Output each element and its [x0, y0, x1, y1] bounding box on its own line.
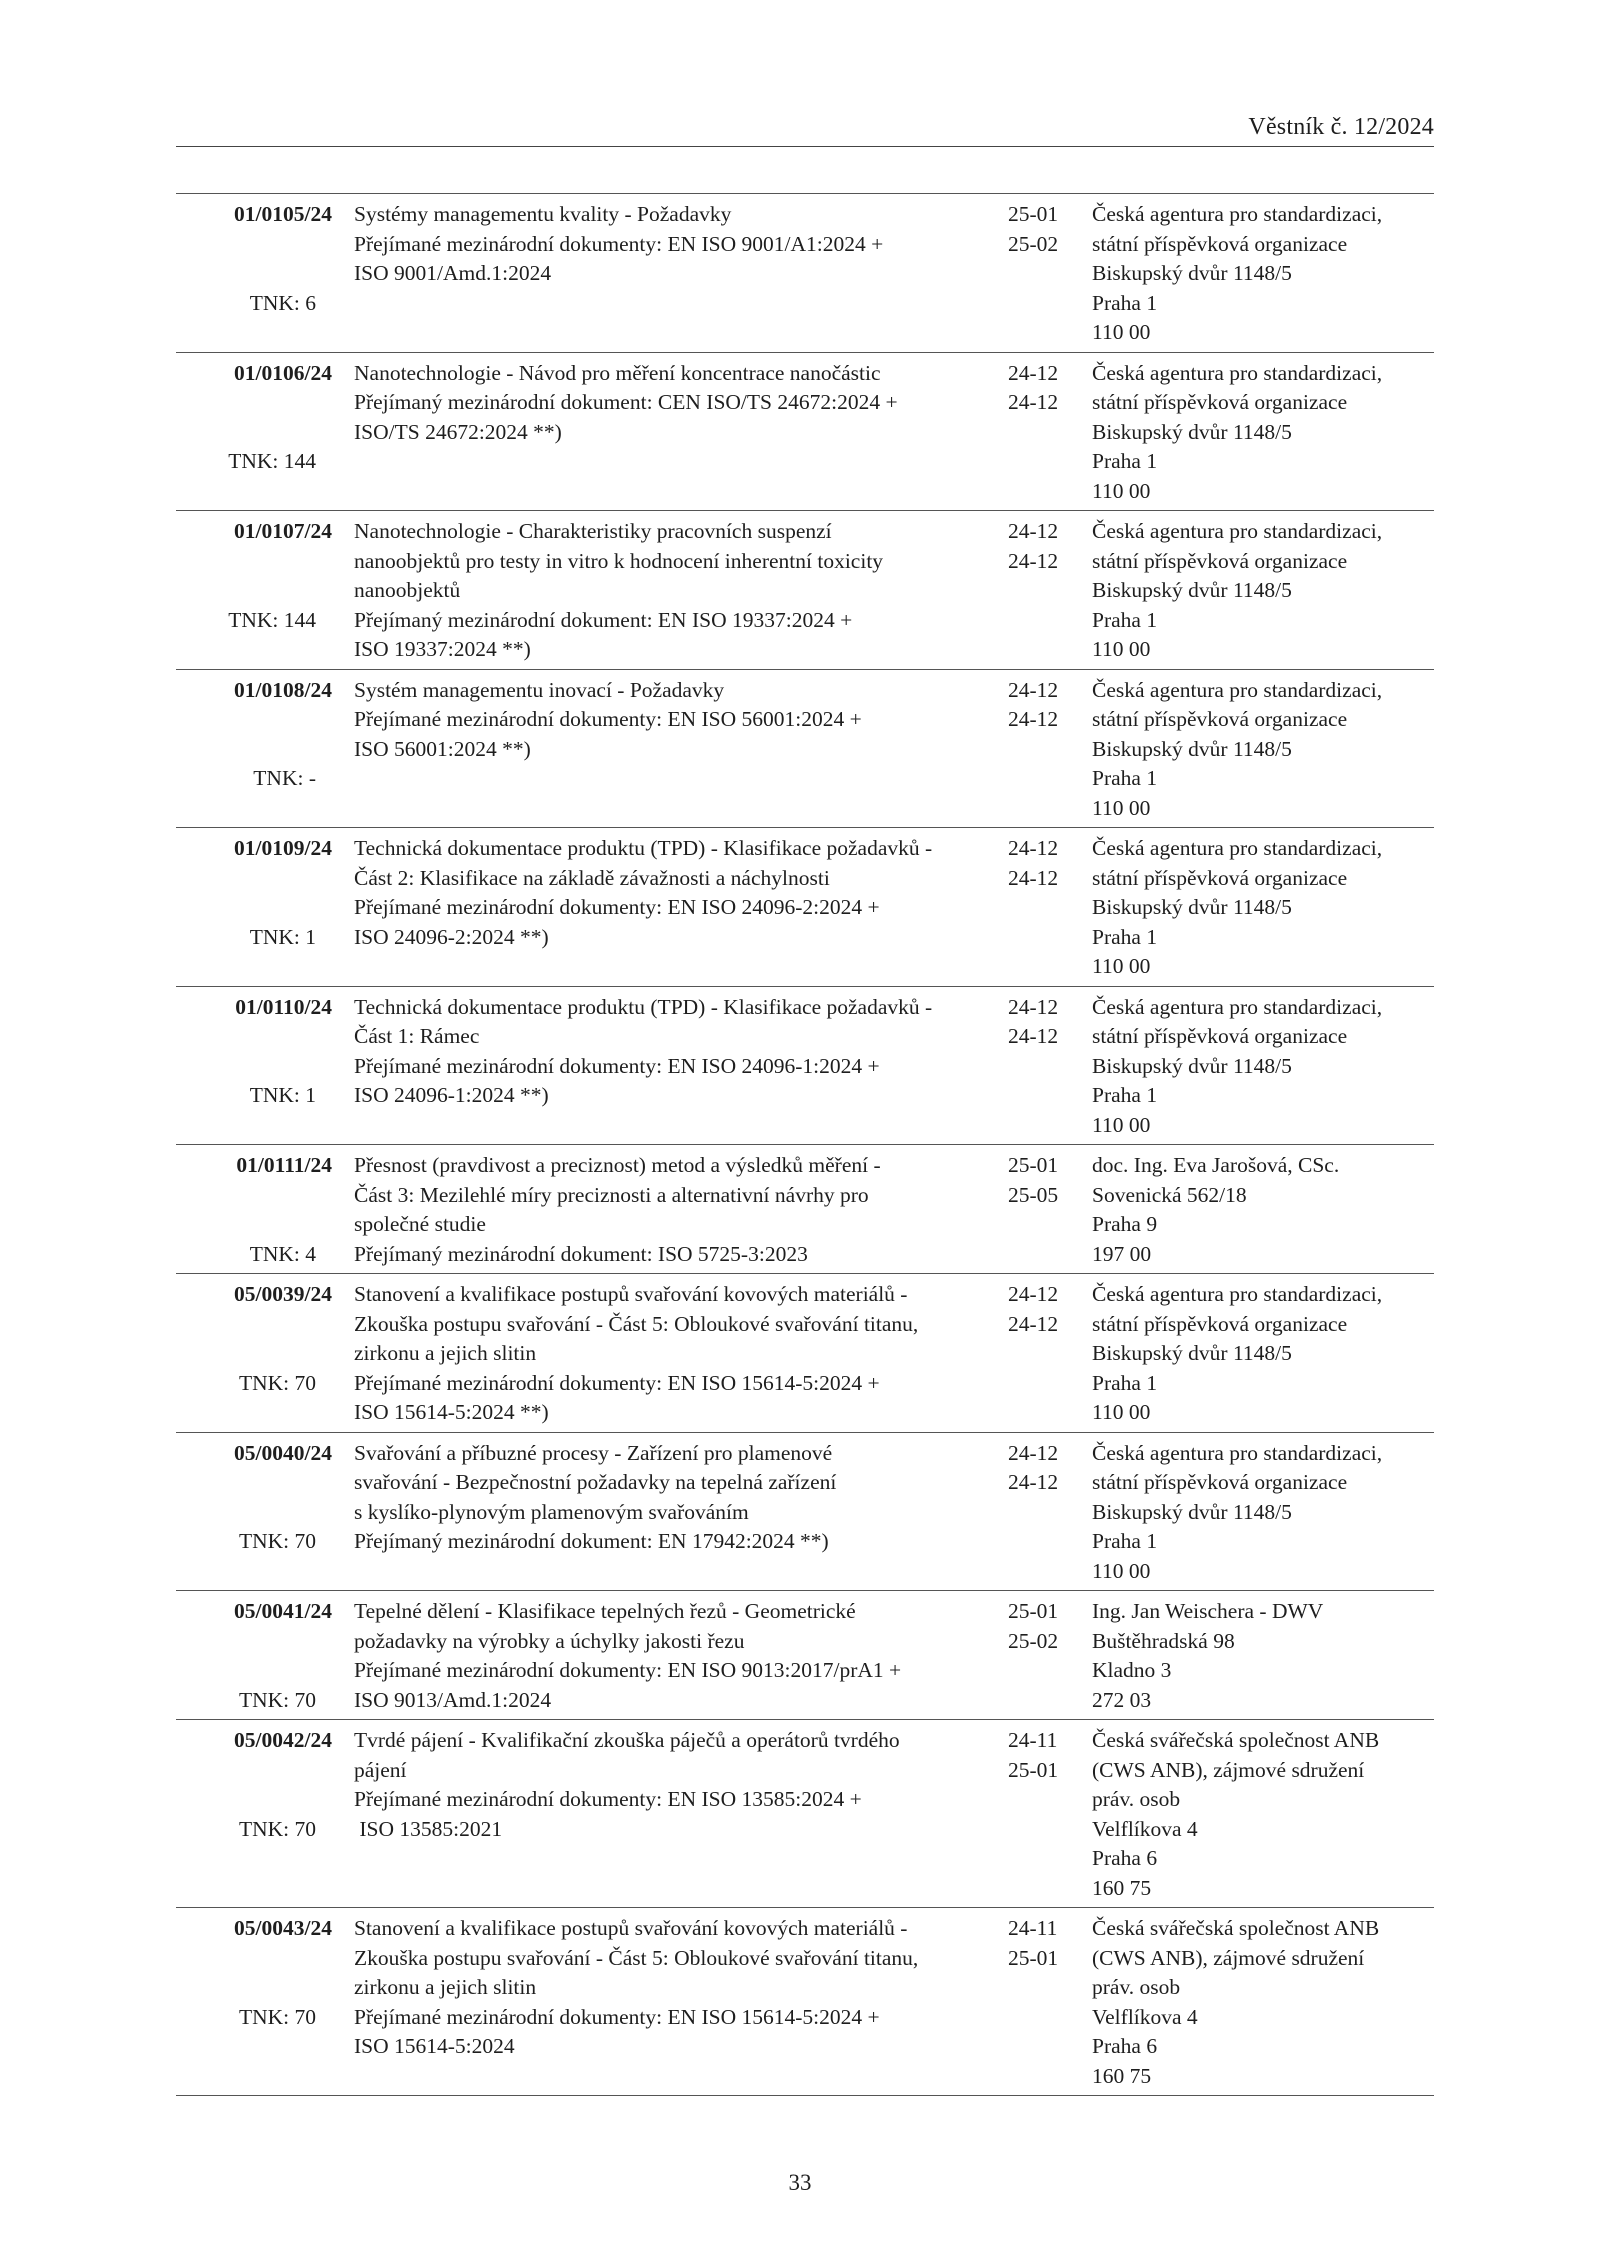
title-line: ISO/TS 24672:2024 **): [354, 419, 562, 444]
date-value: 24-12: [1008, 865, 1059, 890]
address-line: Velflíkova 4: [1092, 1816, 1198, 1841]
table-row: [176, 1144, 1434, 1273]
table-row: [176, 510, 1434, 669]
address-line: 110 00: [1092, 954, 1151, 978]
title-line: ISO 24096-1:2024 **): [354, 1083, 549, 1107]
title-line: Přejímané mezinárodní dokumenty: EN ISO 24096-2:2024 +: [354, 895, 880, 919]
processor-address-cell: [1074, 359, 1434, 507]
date-value: 25-02: [1008, 1628, 1059, 1653]
address-line: státní příspěvková organizace: [1092, 865, 1348, 890]
standard-number: 01/0108/24: [234, 677, 332, 702]
processor-address-cell: [1074, 676, 1434, 824]
date-cell: [1000, 1726, 1074, 1903]
processor-address-cell: [1074, 1726, 1434, 1903]
table-row: [176, 194, 1434, 352]
row-identifier-cell: [176, 1280, 336, 1428]
title-line: Přesnost (pravdivost a preciznost) metod a výsledků měření -: [354, 1153, 881, 1177]
standard-title-cell: [336, 1280, 1000, 1428]
address-line: Biskupský dvůr 1148/5: [1092, 1499, 1292, 1524]
address-line: Biskupský dvůr 1148/5: [1092, 419, 1292, 444]
address-line: Česká svářečská společnost ANB: [1092, 1916, 1380, 1940]
address-line: 110 00: [1092, 320, 1151, 344]
title-line: Systém managementu inovací - Požadavky: [354, 677, 725, 702]
address-line: Česká agentura pro standardizaci,: [1092, 360, 1383, 385]
title-line: Tvrdé pájení - Kvalifikační zkouška páječů a operátorů tvrdého: [354, 1728, 900, 1752]
date-cell: [1000, 1439, 1074, 1587]
date-value: 25-01: [1008, 1599, 1059, 1623]
address-line: Praha 9: [1092, 1212, 1158, 1236]
row-identifier-cell: [176, 1151, 336, 1269]
address-line: 272 03: [1092, 1687, 1152, 1712]
address-line: Praha 6: [1092, 2034, 1158, 2058]
title-line: Část 3: Mezilehlé míry preciznosti a alternativní návrhy pro: [354, 1182, 869, 1207]
title-line: Přejímané mezinárodní dokumenty: EN ISO 15614-5:2024 +: [354, 1370, 880, 1395]
row-identifier-cell: [176, 1914, 336, 2091]
row-identifier-cell: [176, 1439, 336, 1587]
date-value: 24-11: [1008, 1916, 1058, 1940]
page-number: 33: [788, 2170, 812, 2195]
table-row: [176, 669, 1434, 828]
processor-address-cell: [1074, 993, 1434, 1141]
standard-number: 05/0040/24: [234, 1440, 332, 1465]
standard-number: 05/0042/24: [234, 1728, 332, 1752]
title-line: Přejímané mezinárodní dokumenty: EN ISO 56001:2024 +: [354, 707, 862, 731]
processor-address-cell: [1074, 517, 1434, 665]
title-line: požadavky na výrobky a úchylky jakosti řezu: [354, 1628, 745, 1653]
tnk-label: TNK: 70: [238, 1370, 316, 1395]
title-line: společné studie: [354, 1212, 486, 1236]
standard-title-cell: [336, 200, 1000, 348]
address-line: Biskupský dvůr 1148/5: [1092, 895, 1292, 919]
date-cell: [1000, 1280, 1074, 1428]
title-line: ISO 9001/Amd.1:2024: [354, 261, 552, 285]
address-line: (CWS ANB), zájmové sdružení: [1092, 1945, 1365, 1970]
standard-title-cell: [336, 359, 1000, 507]
address-line: Ing. Jan Weischera - DWV: [1092, 1599, 1324, 1623]
title-line: ISO 19337:2024 **): [354, 637, 531, 661]
tnk-label: TNK: 4: [249, 1241, 316, 1266]
title-line: ISO 9013/Amd.1:2024: [354, 1687, 552, 1712]
tnk-label: TNK: 70: [238, 1816, 316, 1841]
title-line: Přejímaný mezinárodní dokument: EN 17942:2024 **): [354, 1529, 829, 1553]
date-value: 25-01: [1008, 1945, 1059, 1970]
title-line: Stanovení a kvalifikace postupů svařování kovových materiálů -: [354, 1282, 908, 1306]
standard-title-cell: [336, 834, 1000, 982]
bulletin-title: Věstník č. 12/2024: [1248, 114, 1434, 140]
address-line: Česká agentura pro standardizaci,: [1092, 677, 1383, 702]
address-line: Praha 1: [1092, 1083, 1158, 1107]
table-row: [176, 1432, 1434, 1591]
title-line: ISO 13585:2021: [354, 1816, 503, 1841]
table-row: [176, 1273, 1434, 1432]
address-line: 110 00: [1092, 1112, 1151, 1137]
standard-title-cell: [336, 1914, 1000, 2091]
address-line: 160 75: [1092, 2063, 1152, 2088]
standards-table: [176, 193, 1434, 2096]
title-line: Přejímané mezinárodní dokumenty: EN ISO 13585:2024 +: [354, 1787, 862, 1811]
date-cell: [1000, 200, 1074, 348]
title-line: Část 2: Klasifikace na základě závažnosti a náchylnosti: [354, 865, 830, 890]
address-line: státní příspěvková organizace: [1092, 231, 1348, 256]
row-identifier-cell: [176, 359, 336, 507]
date-value: 24-12: [1008, 677, 1059, 702]
title-line: nanoobjektů: [354, 578, 461, 602]
date-value: 24-12: [1008, 994, 1059, 1019]
title-line: svařování - Bezpečnostní požadavky na tepelná zařízení: [354, 1470, 837, 1494]
address-line: Biskupský dvůr 1148/5: [1092, 1341, 1292, 1365]
title-line: Přejímané mezinárodní dokumenty: EN ISO 9013:2017/prA1 +: [354, 1658, 902, 1682]
title-line: Tepelné dělení - Klasifikace tepelných řezů - Geometrické: [354, 1599, 856, 1623]
address-line: státní příspěvková organizace: [1092, 548, 1348, 573]
standard-number: 01/0106/24: [234, 360, 332, 385]
page-header: [176, 108, 1434, 147]
address-line: (CWS ANB), zájmové sdružení: [1092, 1757, 1365, 1782]
row-identifier-cell: [176, 1597, 336, 1715]
row-identifier-cell: [176, 1726, 336, 1903]
table-row: [176, 986, 1434, 1145]
title-line: zirkonu a jejich slitin: [354, 1975, 537, 1999]
title-line: Přejímané mezinárodní dokumenty: EN ISO 9001/A1:2024 +: [354, 231, 884, 256]
tnk-label: TNK: 70: [238, 1687, 316, 1712]
row-identifier-cell: [176, 676, 336, 824]
date-value: 25-01: [1008, 1153, 1059, 1177]
date-value: 24-12: [1008, 519, 1059, 543]
date-cell: [1000, 1914, 1074, 2091]
title-line: Přejímané mezinárodní dokumenty: EN ISO 15614-5:2024 +: [354, 2004, 880, 2029]
title-line: ISO 56001:2024 **): [354, 736, 531, 761]
table-row: [176, 1719, 1434, 1907]
tnk-label: TNK: -: [253, 766, 316, 790]
address-line: Biskupský dvůr 1148/5: [1092, 1053, 1292, 1078]
title-line: Přejímaný mezinárodní dokument: ISO 5725-3:2023: [354, 1241, 808, 1266]
processor-address-cell: [1074, 1597, 1434, 1715]
address-line: 160 75: [1092, 1875, 1152, 1900]
address-line: 110 00: [1092, 637, 1151, 661]
tnk-label: TNK: 144: [228, 449, 316, 473]
standard-number: 01/0109/24: [234, 836, 332, 860]
address-line: 110 00: [1092, 1558, 1151, 1583]
title-line: Systémy managementu kvality - Požadavky: [354, 202, 732, 226]
address-line: státní příspěvková organizace: [1092, 707, 1348, 731]
address-line: státní příspěvková organizace: [1092, 1311, 1348, 1336]
date-value: 24-12: [1008, 548, 1059, 573]
date-value: 25-01: [1008, 1757, 1059, 1782]
title-line: ISO 15614-5:2024: [354, 2034, 515, 2058]
tnk-label: TNK: 1: [249, 924, 316, 949]
tnk-label: TNK: 70: [238, 1529, 316, 1553]
standard-title-cell: [336, 517, 1000, 665]
date-value: 24-12: [1008, 390, 1059, 414]
processor-address-cell: [1074, 1151, 1434, 1269]
standard-title-cell: [336, 1597, 1000, 1715]
address-line: Česká agentura pro standardizaci,: [1092, 202, 1383, 226]
address-line: Praha 1: [1092, 290, 1158, 315]
address-line: práv. osob: [1092, 1975, 1181, 1999]
standard-number: 05/0039/24: [234, 1282, 332, 1306]
address-line: Praha 6: [1092, 1846, 1158, 1870]
title-line: Technická dokumentace produktu (TPD) - Klasifikace požadavků -: [354, 836, 933, 860]
address-line: Praha 1: [1092, 766, 1158, 790]
standard-number: 05/0041/24: [234, 1599, 332, 1623]
title-line: Nanotechnologie - Charakteristiky pracovních suspenzí: [354, 519, 832, 543]
date-value: 25-02: [1008, 231, 1059, 256]
standard-number: 01/0111/24: [236, 1153, 332, 1177]
title-line: Stanovení a kvalifikace postupů svařování kovových materiálů -: [354, 1916, 908, 1940]
date-cell: [1000, 1151, 1074, 1269]
address-line: státní příspěvková organizace: [1092, 1470, 1348, 1494]
date-value: 24-12: [1008, 1024, 1059, 1048]
standard-number: 01/0110/24: [235, 994, 332, 1019]
table-row: [176, 1907, 1434, 2095]
tnk-label: TNK: 1: [249, 1083, 316, 1107]
address-line: 110 00: [1092, 478, 1151, 503]
row-identifier-cell: [176, 200, 336, 348]
address-line: Biskupský dvůr 1148/5: [1092, 736, 1292, 761]
address-line: doc. Ing. Eva Jarošová, CSc.: [1092, 1153, 1340, 1177]
date-cell: [1000, 1597, 1074, 1715]
standard-number: 05/0043/24: [234, 1916, 332, 1940]
date-cell: [1000, 517, 1074, 665]
row-identifier-cell: [176, 993, 336, 1141]
address-line: Sovenická 562/18: [1092, 1182, 1247, 1207]
address-line: Praha 1: [1092, 1529, 1158, 1553]
address-line: Česká agentura pro standardizaci,: [1092, 994, 1383, 1019]
title-line: Technická dokumentace produktu (TPD) - Klasifikace požadavků -: [354, 994, 933, 1019]
title-line: ISO 15614-5:2024 **): [354, 1400, 549, 1424]
address-line: státní příspěvková organizace: [1092, 390, 1348, 414]
processor-address-cell: [1074, 834, 1434, 982]
date-value: 24-12: [1008, 1440, 1059, 1465]
address-line: práv. osob: [1092, 1787, 1181, 1811]
address-line: Velflíkova 4: [1092, 2004, 1198, 2029]
processor-address-cell: [1074, 1439, 1434, 1587]
title-line: nanoobjektů pro testy in vitro k hodnocení inherentní toxicity: [354, 548, 884, 573]
row-identifier-cell: [176, 517, 336, 665]
address-line: 110 00: [1092, 795, 1151, 820]
address-line: 110 00: [1092, 1400, 1151, 1424]
date-value: 24-12: [1008, 1470, 1059, 1494]
address-line: Česká agentura pro standardizaci,: [1092, 1282, 1383, 1306]
title-line: Část 1: Rámec: [354, 1024, 480, 1048]
title-line: Přejímaný mezinárodní dokument: CEN ISO/TS 24672:2024 +: [354, 390, 898, 414]
standard-title-cell: [336, 1726, 1000, 1903]
standard-title-cell: [336, 676, 1000, 824]
table-row: [176, 1590, 1434, 1719]
date-cell: [1000, 993, 1074, 1141]
standard-number: 01/0105/24: [234, 202, 332, 226]
date-value: 24-12: [1008, 707, 1059, 731]
address-line: Biskupský dvůr 1148/5: [1092, 578, 1292, 602]
title-line: Nanotechnologie - Návod pro měření koncentrace nanočástic: [354, 360, 881, 385]
address-line: Biskupský dvůr 1148/5: [1092, 261, 1292, 285]
title-line: ISO 24096-2:2024 **): [354, 924, 549, 949]
title-line: s kyslíko-plynovým plamenovým svařováním: [354, 1499, 749, 1524]
address-line: 197 00: [1092, 1241, 1152, 1266]
processor-address-cell: [1074, 1914, 1434, 2091]
table-row: [176, 827, 1434, 986]
title-line: Přejímané mezinárodní dokumenty: EN ISO 24096-1:2024 +: [354, 1053, 880, 1078]
address-line: Česká svářečská společnost ANB: [1092, 1728, 1380, 1752]
address-line: Česká agentura pro standardizaci,: [1092, 519, 1383, 543]
address-line: Praha 1: [1092, 449, 1158, 473]
address-line: Česká agentura pro standardizaci,: [1092, 1440, 1383, 1465]
standard-title-cell: [336, 1151, 1000, 1269]
standard-title-cell: [336, 1439, 1000, 1587]
address-line: Praha 1: [1092, 607, 1158, 632]
title-line: Přejímaný mezinárodní dokument: EN ISO 19337:2024 +: [354, 607, 853, 632]
title-line: zirkonu a jejich slitin: [354, 1341, 537, 1365]
title-line: Zkouška postupu svařování - Část 5: Obloukové svařování titanu,: [354, 1311, 919, 1336]
date-cell: [1000, 359, 1074, 507]
address-line: Buštěhradská 98: [1092, 1628, 1235, 1653]
table-row: [176, 352, 1434, 511]
address-line: Česká agentura pro standardizaci,: [1092, 836, 1383, 860]
date-value: 24-12: [1008, 360, 1059, 385]
date-cell: [1000, 676, 1074, 824]
tnk-label: TNK: 70: [238, 2004, 316, 2029]
address-line: Praha 1: [1092, 1370, 1158, 1395]
date-cell: [1000, 834, 1074, 982]
date-value: 25-01: [1008, 202, 1059, 226]
tnk-label: TNK: 144: [228, 607, 316, 632]
processor-address-cell: [1074, 200, 1434, 348]
title-line: Zkouška postupu svařování - Část 5: Obloukové svařování titanu,: [354, 1945, 919, 1970]
date-value: 24-12: [1008, 836, 1059, 860]
processor-address-cell: [1074, 1280, 1434, 1428]
tnk-label: TNK: 6: [249, 290, 316, 315]
address-line: Kladno 3: [1092, 1658, 1172, 1682]
title-line: pájení: [354, 1757, 407, 1782]
title-line: Svařování a příbuzné procesy - Zařízení pro plamenové: [354, 1440, 833, 1465]
standard-title-cell: [336, 993, 1000, 1141]
standard-number: 01/0107/24: [234, 519, 332, 543]
date-value: 25-05: [1008, 1182, 1059, 1207]
date-value: 24-12: [1008, 1311, 1059, 1336]
date-value: 24-12: [1008, 1282, 1059, 1306]
date-value: 24-11: [1008, 1728, 1058, 1752]
row-identifier-cell: [176, 834, 336, 982]
address-line: Praha 1: [1092, 924, 1158, 949]
address-line: státní příspěvková organizace: [1092, 1024, 1348, 1048]
